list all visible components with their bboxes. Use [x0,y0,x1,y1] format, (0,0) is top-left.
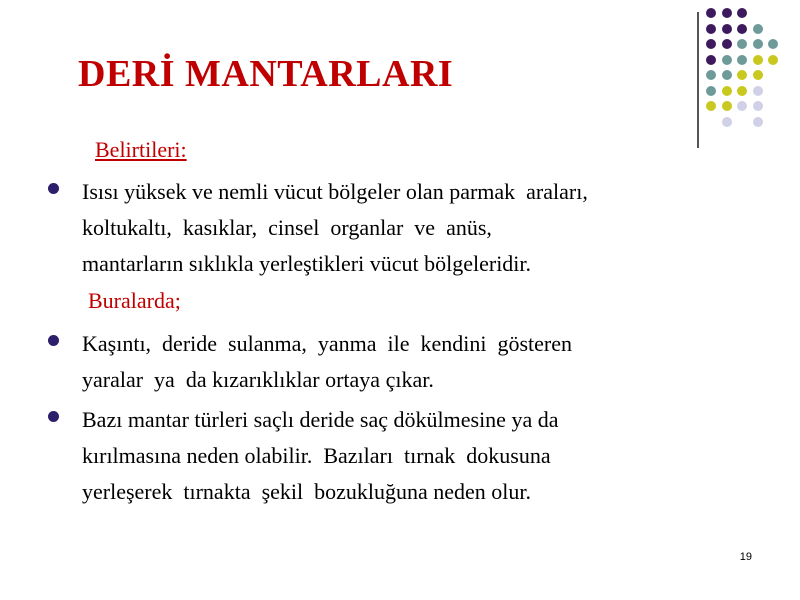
decorative-dot [706,24,716,34]
decorative-dot [722,24,732,34]
decorative-dot [706,8,716,18]
bullet-icon [48,335,59,346]
decorative-dot [737,70,747,80]
decorative-dot [737,39,747,49]
subhead-here: Buralarda; [88,288,181,313]
subhead-symptoms: Belirtileri: [95,137,187,162]
decorative-dot [722,70,732,80]
decorative-dot [753,24,763,34]
decorative-dot [722,86,732,96]
bullet-line: Isısı yüksek ve nemli vücut bölgeler olan parmak araları, [82,179,588,204]
decorative-dot [722,39,732,49]
bullet-icon [48,411,59,422]
bullet-line: kırılmasına neden olabilir. Bazıları tırnak dokusuna [82,443,551,468]
decorative-dot [722,8,732,18]
bullet-line: Kaşıntı, deride sulanma, yanma ile kendini gösteren [82,331,572,356]
decorative-dot [768,39,778,49]
decorative-dot [722,55,732,65]
decorative-dot [737,55,747,65]
decorative-dot-grid [706,8,796,138]
decorative-dot [737,8,747,18]
bullet-line: Bazı mantar türleri saçlı deride saç dökülmesine ya da [82,407,559,432]
decorative-dot [753,101,763,111]
decorative-dot [722,117,732,127]
decorative-dot [737,86,747,96]
decorative-dot [706,70,716,80]
decorative-dot [768,55,778,65]
list-item [48,326,748,400]
list-item [48,174,748,284]
decorative-dot [706,101,716,111]
decorative-dot [737,24,747,34]
decorative-dot [753,86,763,96]
decorative-dot [706,39,716,49]
decorative-dot [753,39,763,49]
bullet-line: yaralar ya da kızarıklıklar ortaya çıkar. [82,367,434,392]
slide-title: DERİ MANTARLARI [78,53,454,95]
decorative-dot [753,55,763,65]
decorative-dot [753,70,763,80]
bullet-line: mantarların sıklıkla yerleştikleri vücut bölgeleridir. [82,251,532,276]
bullet-line: yerleşerek tırnakta şekil bozukluğuna neden olur. [82,479,532,504]
decorative-dot [706,55,716,65]
page-number: 19 [739,551,752,563]
divider-line [697,12,699,148]
decorative-dot [722,101,732,111]
bullet-icon [48,183,59,194]
bullet-line: koltukaltı, kasıklar, cinsel organlar ve anüs, [82,215,492,240]
list-item [48,402,748,512]
decorative-dot [753,117,763,127]
decorative-dot [737,101,747,111]
decorative-dot [706,86,716,96]
